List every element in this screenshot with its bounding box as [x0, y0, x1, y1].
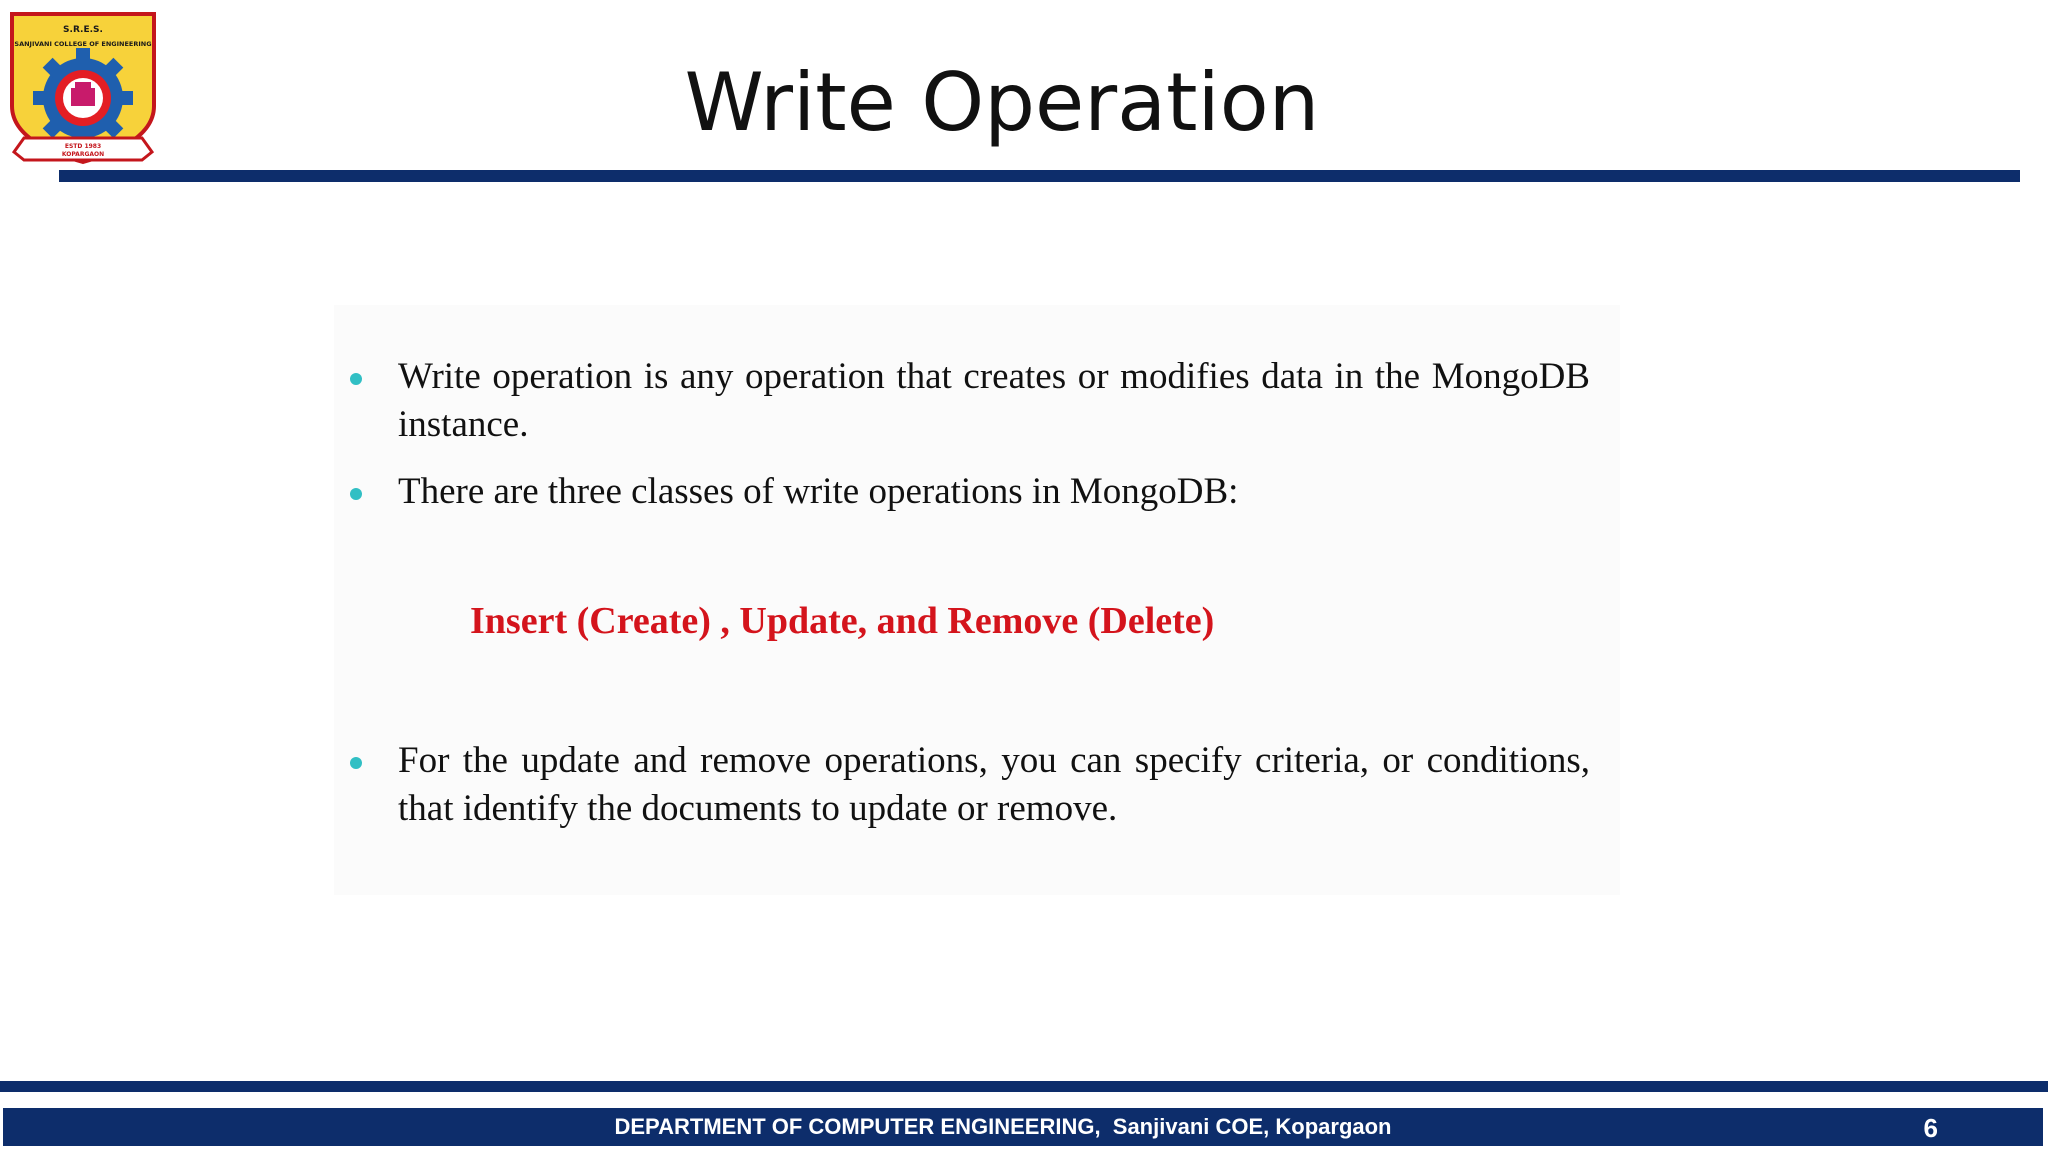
bullet-dot-icon — [350, 488, 362, 500]
svg-text:SANJIVANI COLLEGE OF ENGINEERI: SANJIVANI COLLEGE OF ENGINEERING — [14, 40, 152, 48]
footer-department-text: DEPARTMENT OF COMPUTER ENGINEERING, Sanjivani COE, Kopargaon — [614, 1114, 1392, 1139]
slide-title: Write Operation — [684, 56, 1320, 149]
title-underline — [59, 170, 2020, 182]
bullet-text: For the update and remove operations, you can specify criteria, or conditions, that identify the documents to update or remove. — [398, 740, 1590, 829]
bullet-text: Write operation is any operation that creates or modifies data in the MongoDB instance. — [398, 356, 1590, 445]
svg-text:KOPARGAON: KOPARGAON — [61, 151, 105, 158]
content-panel — [334, 305, 1620, 895]
bullet-text: There are three classes of write operations in MongoDB: — [398, 471, 1239, 512]
footer-divider — [0, 1081, 2048, 1092]
page-number: 6 — [1923, 1113, 1938, 1143]
footer-bar — [3, 1108, 2043, 1146]
svg-text:ESTD 1983: ESTD 1983 — [64, 143, 102, 150]
bullet-dot-icon — [350, 757, 362, 769]
svg-text:S.R.E.S.: S.R.E.S. — [63, 25, 103, 35]
bullet-dot-icon — [350, 373, 362, 385]
write-operation-classes: Insert (Create) , Update, and Remove (Delete) — [470, 600, 1215, 642]
